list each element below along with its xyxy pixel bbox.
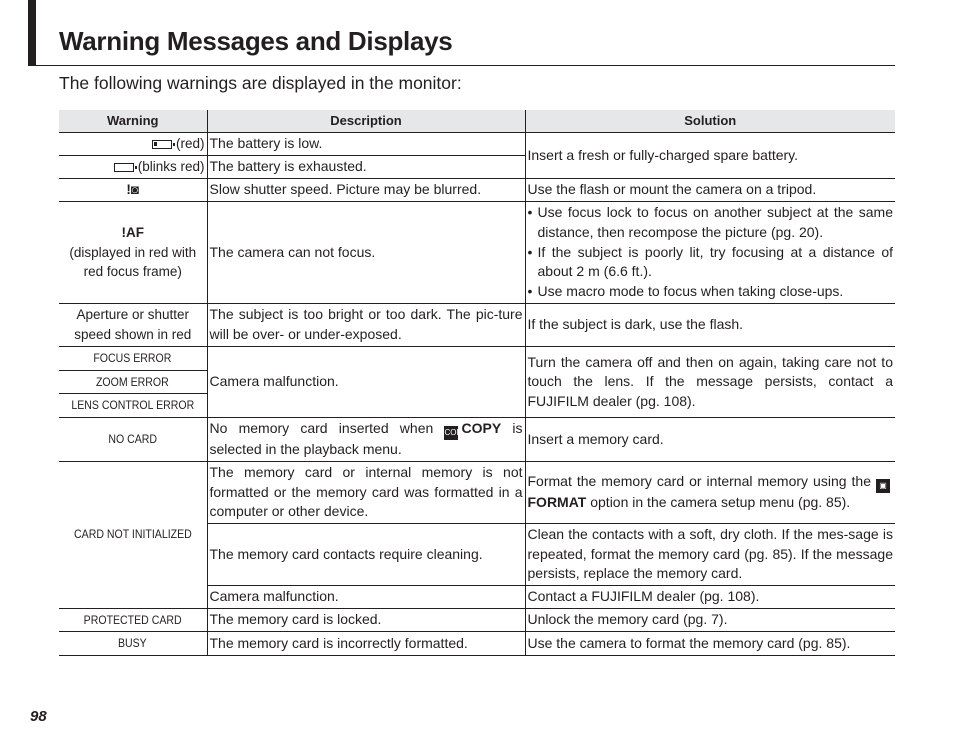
page-title: Warning Messages and Displays	[59, 26, 453, 56]
warning-note: (displayed in red with red focus frame)	[69, 244, 197, 280]
warning-cell	[59, 418, 207, 462]
description-cell: Camera malfunction.	[207, 586, 525, 609]
solution-cell: Unlock the memory card (pg. 7).	[525, 608, 895, 632]
warning-cell	[59, 608, 207, 632]
table-row	[59, 304, 895, 347]
header-description: Description	[207, 110, 525, 133]
list-item: • Use macro mode to focus when taking close-ups.	[528, 282, 894, 302]
table-row	[59, 202, 895, 304]
table-row	[59, 133, 895, 156]
title-underline	[36, 65, 895, 66]
af-warning-symbol: !AF	[121, 224, 144, 240]
description-cell: The memory card is incorrectly formatted.	[207, 632, 525, 656]
solution-cell: If the subject is dark, use the flash.	[525, 304, 895, 347]
solution-cell: Contact a FUJIFILM dealer (pg. 108).	[525, 586, 895, 609]
warnings-table	[59, 110, 895, 656]
warning-cell	[59, 156, 207, 179]
copy-menu-icon: COPY	[444, 426, 458, 440]
warning-cell: Aperture or shutter speed shown in red	[59, 304, 207, 347]
error-code: NO CARD	[108, 432, 158, 447]
format-menu-icon: ▣	[876, 479, 890, 493]
error-code: CARD NOT INITIALIZED	[73, 527, 192, 542]
camera-shake-warning-icon: !◙	[126, 182, 140, 198]
header-warning: Warning	[59, 110, 207, 133]
list-item: • If the subject is poorly lit, try focusing at a distance of about 2 m (6.6 ft.).	[528, 243, 894, 282]
table-row	[59, 461, 895, 523]
description-cell: Slow shutter speed. Picture may be blurred.	[207, 179, 525, 202]
warning-text: (blinks red)	[137, 159, 205, 175]
solution-cell	[525, 202, 895, 304]
warning-cell	[59, 347, 207, 371]
solution-cell: Insert a memory card.	[525, 418, 895, 462]
description-cell: The camera can not focus.	[207, 202, 525, 304]
exclamation-icon: !	[121, 224, 126, 240]
list-item: • Use focus lock to focus on another subject at the same distance, then recompose the picture (pg. 20).	[528, 203, 894, 242]
warning-cell	[59, 461, 207, 608]
table-row	[59, 179, 895, 202]
solution-list	[528, 203, 894, 302]
warning-cell	[59, 133, 207, 156]
description-cell: The memory card is locked.	[207, 608, 525, 632]
error-code: BUSY	[118, 636, 148, 651]
solution-cell: Clean the contacts with a soft, dry cloth. If the mes-sage is repeated, format the memory card (pg. 85). If the message persists, replace the memory card.	[525, 523, 895, 585]
solution-cell: Format the memory card or internal memory using the ▣FORMAT option in the camera setup menu (pg. 85).	[525, 461, 895, 523]
solution-cell: Insert a fresh or fully-charged spare battery.	[525, 133, 895, 179]
solution-cell: Use the flash or mount the camera on a tripod.	[525, 179, 895, 202]
description-cell: The subject is too bright or too dark. The pic-ture will be over- or under-exposed.	[207, 304, 525, 347]
table-header-row	[59, 110, 895, 133]
solution-cell: Use the camera to format the memory card (pg. 85).	[525, 632, 895, 656]
description-cell: The battery is low.	[207, 133, 525, 156]
warning-cell	[59, 370, 207, 394]
table-row	[59, 632, 895, 656]
intro-text: The following warnings are displayed in the monitor:	[59, 73, 462, 93]
description-cell: No memory card inserted when COPYCOPY is selected in the playback menu.	[207, 418, 525, 462]
solution-cell: Turn the camera off and then on again, taking care not to touch the lens. If the message persists, contact a FUJIFILM dealer (pg. 108).	[525, 347, 895, 418]
page-number: 98	[30, 708, 47, 725]
description-cell: Camera malfunction.	[207, 347, 525, 418]
description-cell: The memory card contacts require cleaning.	[207, 523, 525, 585]
warning-cell	[59, 179, 207, 202]
description-cell: The battery is exhausted.	[207, 156, 525, 179]
table-row	[59, 347, 895, 371]
error-code: FOCUS ERROR	[93, 351, 172, 365]
warning-cell	[59, 394, 207, 418]
error-code: LENS CONTROL ERROR	[71, 398, 195, 413]
warning-cell	[59, 632, 207, 656]
error-code: ZOOM ERROR	[96, 374, 170, 389]
battery-low-icon	[152, 140, 172, 149]
table-row	[59, 418, 895, 462]
warning-cell	[59, 202, 207, 304]
battery-empty-icon	[114, 163, 134, 172]
header-solution: Solution	[525, 110, 895, 133]
description-cell: The memory card or internal memory is not formatted or the memory card was formatted in a computer or other device.	[207, 461, 525, 523]
error-code: PROTECTED CARD	[83, 612, 182, 627]
table-row	[59, 608, 895, 632]
warning-text: (red)	[175, 136, 205, 152]
title-side-bar	[28, 0, 36, 66]
